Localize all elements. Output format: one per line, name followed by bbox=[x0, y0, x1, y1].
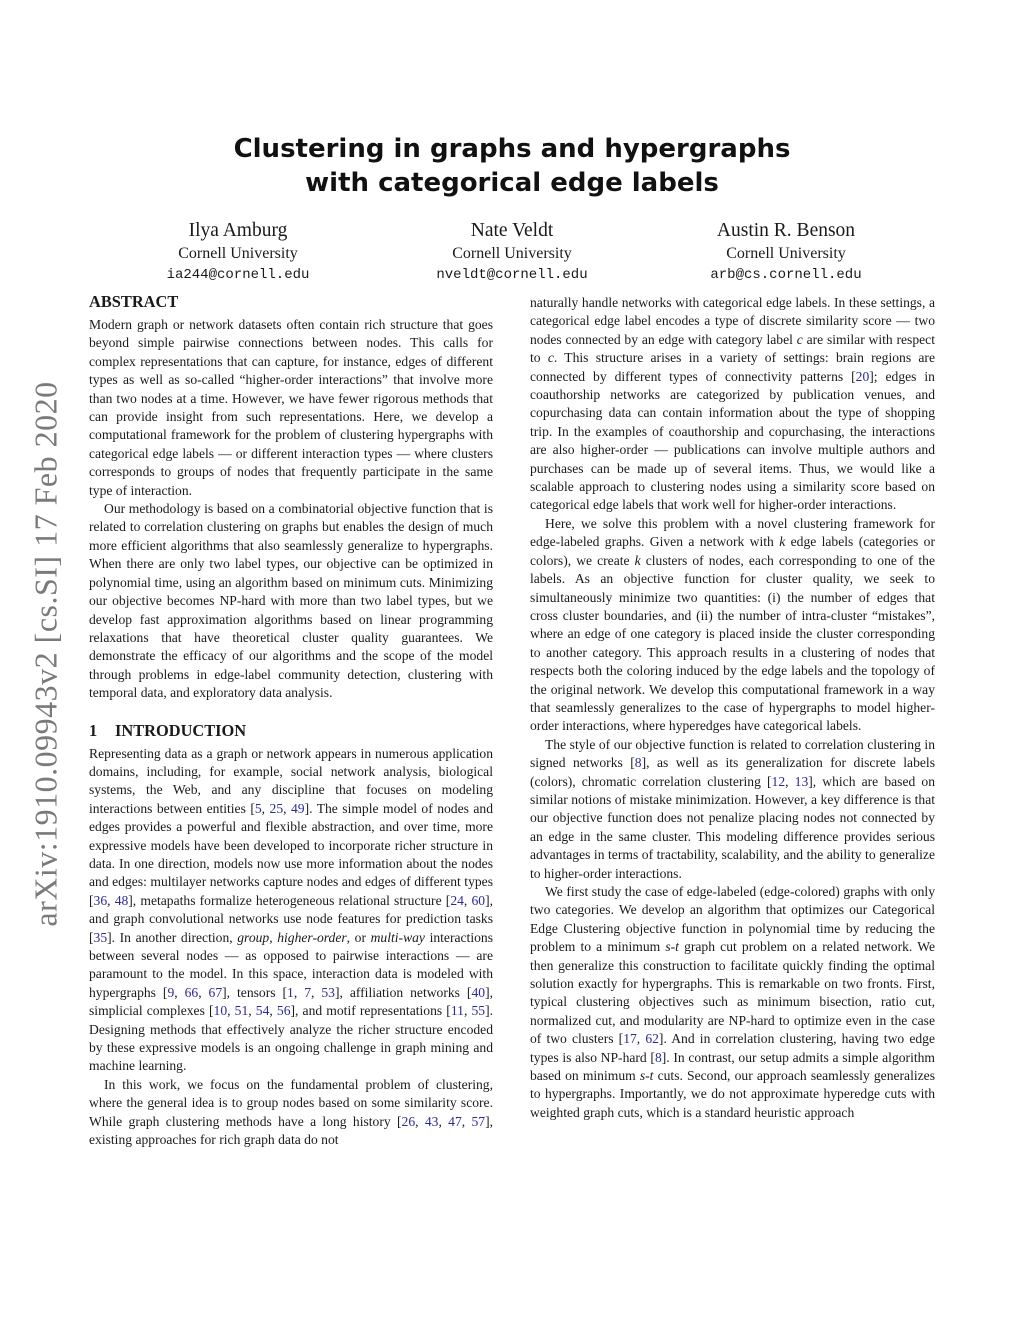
author-affiliation: Cornell University bbox=[178, 245, 298, 262]
author-email: ia244@cornell.edu bbox=[166, 267, 310, 283]
body-paragraph: We first study the case of edge-labeled (edge-colored) graphs with only two categories. We develop an algorithm that optimizes our Categorical Edge Clustering objective function in polynomial time by reducing the problem to a minimum s-t graph cut problem on a related network. We then generalize this construction to facilitate quickly finding the optimal solution exactly for hypergraphs. This is remarkable on two fronts. First, typical clustering objectives such as minimum bisection, ratio cut, normalized cut, and modularity are NP-hard to optimize even in the case of two clusters [17, 62]. And in correlation clustering, having two edge types is also NP-hard [8]. In contrast, our setup admits a simple algorithm based on minimum s-t cuts. Second, our approach seamlessly generalizes to hypergraphs. Importantly, we do not approximate hyperedge cuts with weighted graph cuts, which is a standard heuristic approach bbox=[530, 884, 935, 1120]
citation-link[interactable]: 55 bbox=[471, 1003, 486, 1019]
citation-link[interactable]: 53 bbox=[321, 984, 335, 1000]
author-name: Ilya Amburg bbox=[188, 220, 288, 241]
left-column bbox=[89, 292, 493, 1149]
abstract-heading: ABSTRACT bbox=[89, 292, 179, 311]
citation-link[interactable]: 9 bbox=[167, 984, 175, 1000]
citation-link[interactable]: 60 bbox=[471, 892, 486, 908]
citation-link[interactable]: 24 bbox=[450, 892, 464, 908]
citation-link[interactable]: 47 bbox=[448, 1113, 462, 1129]
citation-link[interactable]: 62 bbox=[645, 1031, 659, 1047]
citation-link[interactable]: 43 bbox=[424, 1113, 439, 1129]
citation-link[interactable]: 56 bbox=[276, 1003, 291, 1019]
citation-link[interactable]: 67 bbox=[208, 984, 223, 1000]
citation-link[interactable]: 11 bbox=[450, 1003, 464, 1019]
author-block bbox=[656, 218, 916, 286]
citation-link[interactable]: 8 bbox=[634, 755, 642, 771]
citation-link[interactable]: 57 bbox=[471, 1113, 486, 1129]
intro-paragraph-1: Representing data as a graph or network appears in numerous application domains, including, for example, social network analysis, biological systems, the Web, and any discipline that focuses on modeling interactions between entities [5, 25, 49]. The simple model of nodes and edges provides a powerful and flexible abstraction, and over time, more expressive models have been developed to incorporate richer structure in data. In one direction, models now use more information about the nodes and edges: multilayer networks capture nodes and edges of different types [36, 48], metapaths formalize heterogeneous relational structure [24, 60], and graph convolutional networks use node features for prediction tasks [35]. In another direction, group, higher-order, or multi-way interactions between several nodes — as opposed to pairwise interactions — are paramount to the model. In this space, interaction data is modeled with hypergraphs [9, 66, 67], tensors [1, 7, 53], affiliation networks [40], simplicial complexes [10, 51, 54, 56], and motif representations [11, 55]. Designing methods that effectively analyze the richer structure encoded by these expressive models is an ongoing challenge in graph mining and machine learning. bbox=[89, 745, 493, 1074]
intro-paragraph-2: In this work, we focus on the fundamental problem of clustering, where the general idea is to group nodes based on some similarity score. While graph clustering methods have a long history [26, 43, 47, 57], existing approaches for rich graph data do not bbox=[89, 1076, 493, 1148]
citation-link[interactable]: 36 bbox=[93, 892, 108, 908]
author-block bbox=[382, 218, 642, 286]
citation-link[interactable]: 49 bbox=[290, 800, 305, 816]
author-email: arb@cs.cornell.edu bbox=[710, 267, 862, 283]
citation-link[interactable]: 17 bbox=[623, 1031, 637, 1047]
citation-link[interactable]: 13 bbox=[794, 773, 809, 789]
section-title: INTRODUCTION bbox=[115, 720, 247, 740]
author-affiliation: Cornell University bbox=[726, 245, 846, 262]
title-line-2: with categorical edge labels bbox=[305, 168, 719, 198]
citation-link[interactable]: 66 bbox=[184, 984, 199, 1000]
citation-link[interactable]: 20 bbox=[855, 368, 870, 384]
citation-link[interactable]: 40 bbox=[471, 984, 486, 1000]
abstract-paragraph-2: Our methodology is based on a combinatorial objective function that is related to correlation clustering on graphs but enables the design of much more efficient algorithms that also seamlessly generalize to hypergraphs. When there are only two label types, our objective can be optimized in polynomial time, using an algorithm based on minimum cuts. Minimizing our objective becomes NP-hard with more than two label types, but we develop fast approximation algorithms based on linear programming relaxations that have theoretical cluster quality guarantees. We demonstrate the efficacy of our algorithms and the scope of the model through problems in edge-label community detection, clustering with temporal data, and exploratory data analysis. bbox=[89, 501, 493, 701]
introduction-heading bbox=[89, 721, 493, 741]
arxiv-identifier bbox=[28, 368, 64, 940]
arxiv-identifier-text: arXiv:1910.09943v2 [cs.SI] 17 Feb 2020 bbox=[27, 381, 64, 927]
citation-link[interactable]: 54 bbox=[255, 1003, 270, 1019]
title-line-1: Clustering in graphs and hypergraphs bbox=[233, 134, 791, 164]
citation-link[interactable]: 26 bbox=[401, 1113, 416, 1129]
citation-link[interactable]: 25 bbox=[269, 800, 284, 816]
citation-link[interactable]: 48 bbox=[114, 892, 129, 908]
paper-title bbox=[150, 132, 874, 200]
body-paragraph: naturally handle networks with categorical edge labels. In these settings, a categorical edge label encodes a type of discrete similarity score — two nodes connected by an edge with category label c are similar with respect to c. This structure arises in a variety of settings: brain regions are connected by different types of connectivity patterns [20]; edges in coauthorship networks are categorized by publication venues, and copurchasing data can contain information about the type of shopping trip. In the examples of coauthorship and copurchasing, the interactions are also higher-order — publications can involve multiple authors and purchases can be made up of several items. Thus, we would like a scalable approach to clustering nodes using a similarity score based on categorical edge labels that work well for higher-order interactions. bbox=[530, 295, 935, 513]
citation-link[interactable]: 5 bbox=[254, 800, 262, 816]
author-email: nveldt@cornell.edu bbox=[436, 267, 588, 283]
citation-link[interactable]: 51 bbox=[234, 1003, 249, 1019]
section-number: 1 bbox=[89, 720, 98, 740]
citation-link[interactable]: 7 bbox=[304, 984, 311, 1000]
abstract-paragraph-1: Modern graph or network datasets often contain rich structure that goes beyond simple pairwise connections between nodes. This calls for complex representations that can capture, for instance, edges of different types as well as so-called “higher-order interactions” that involve more than two nodes at a time. However, we have fewer rigorous methods that can provide insight from such representations. Here, we develop a computational framework for the problem of clustering hypergraphs with categorical edge labels — or different interaction types — where clusters corresponds to groups of nodes that frequently participate in the same type of interaction. bbox=[89, 317, 493, 498]
citation-link[interactable]: 8 bbox=[654, 1049, 662, 1065]
right-column bbox=[530, 294, 935, 1122]
body-paragraph: The style of our objective function is related to correlation clustering in signed networks [8], as well as its generalization for discrete labels (colors), chromatic correlation clustering [12, 13], which are based on similar notions of mistake minimization. However, a key difference is that our objective function does not penalize placing nodes not connected by an edge in the same cluster. This modeling difference provides serious advantages in terms of tractability, scalability, and the ability to generalize to higher-order interactions. bbox=[530, 736, 936, 881]
author-name: Austin R. Benson bbox=[716, 220, 856, 241]
citation-link[interactable]: 35 bbox=[93, 929, 108, 945]
author-block bbox=[108, 218, 368, 286]
author-name: Nate Veldt bbox=[470, 220, 554, 241]
body-paragraph: Here, we solve this problem with a novel clustering framework for edge-labeled graphs. Given a network with k edge labels (categories or colors), we create k clusters of nodes, each corresponding to one of the labels. As an objective function for cluster quality, we seek to simultaneously minimize two quantities: (i) the number of edges that cross cluster boundaries, and (ii) the number of intra-cluster “mistakes”, where an edge of one category is placed inside the cluster corresponding to another category. This approach results in a clustering of nodes that respects both the coloring induced by the edge labels and the topology of the original network. We develop this computational framework in a way that seamlessly generalizes to the case of hypergraphs to model higher-order interactions, where hyperedges have categorical labels. bbox=[530, 515, 935, 734]
citation-link[interactable]: 10 bbox=[213, 1003, 228, 1019]
citation-link[interactable]: 1 bbox=[287, 984, 294, 1000]
citation-link[interactable]: 12 bbox=[771, 773, 786, 789]
author-affiliation: Cornell University bbox=[452, 245, 572, 262]
